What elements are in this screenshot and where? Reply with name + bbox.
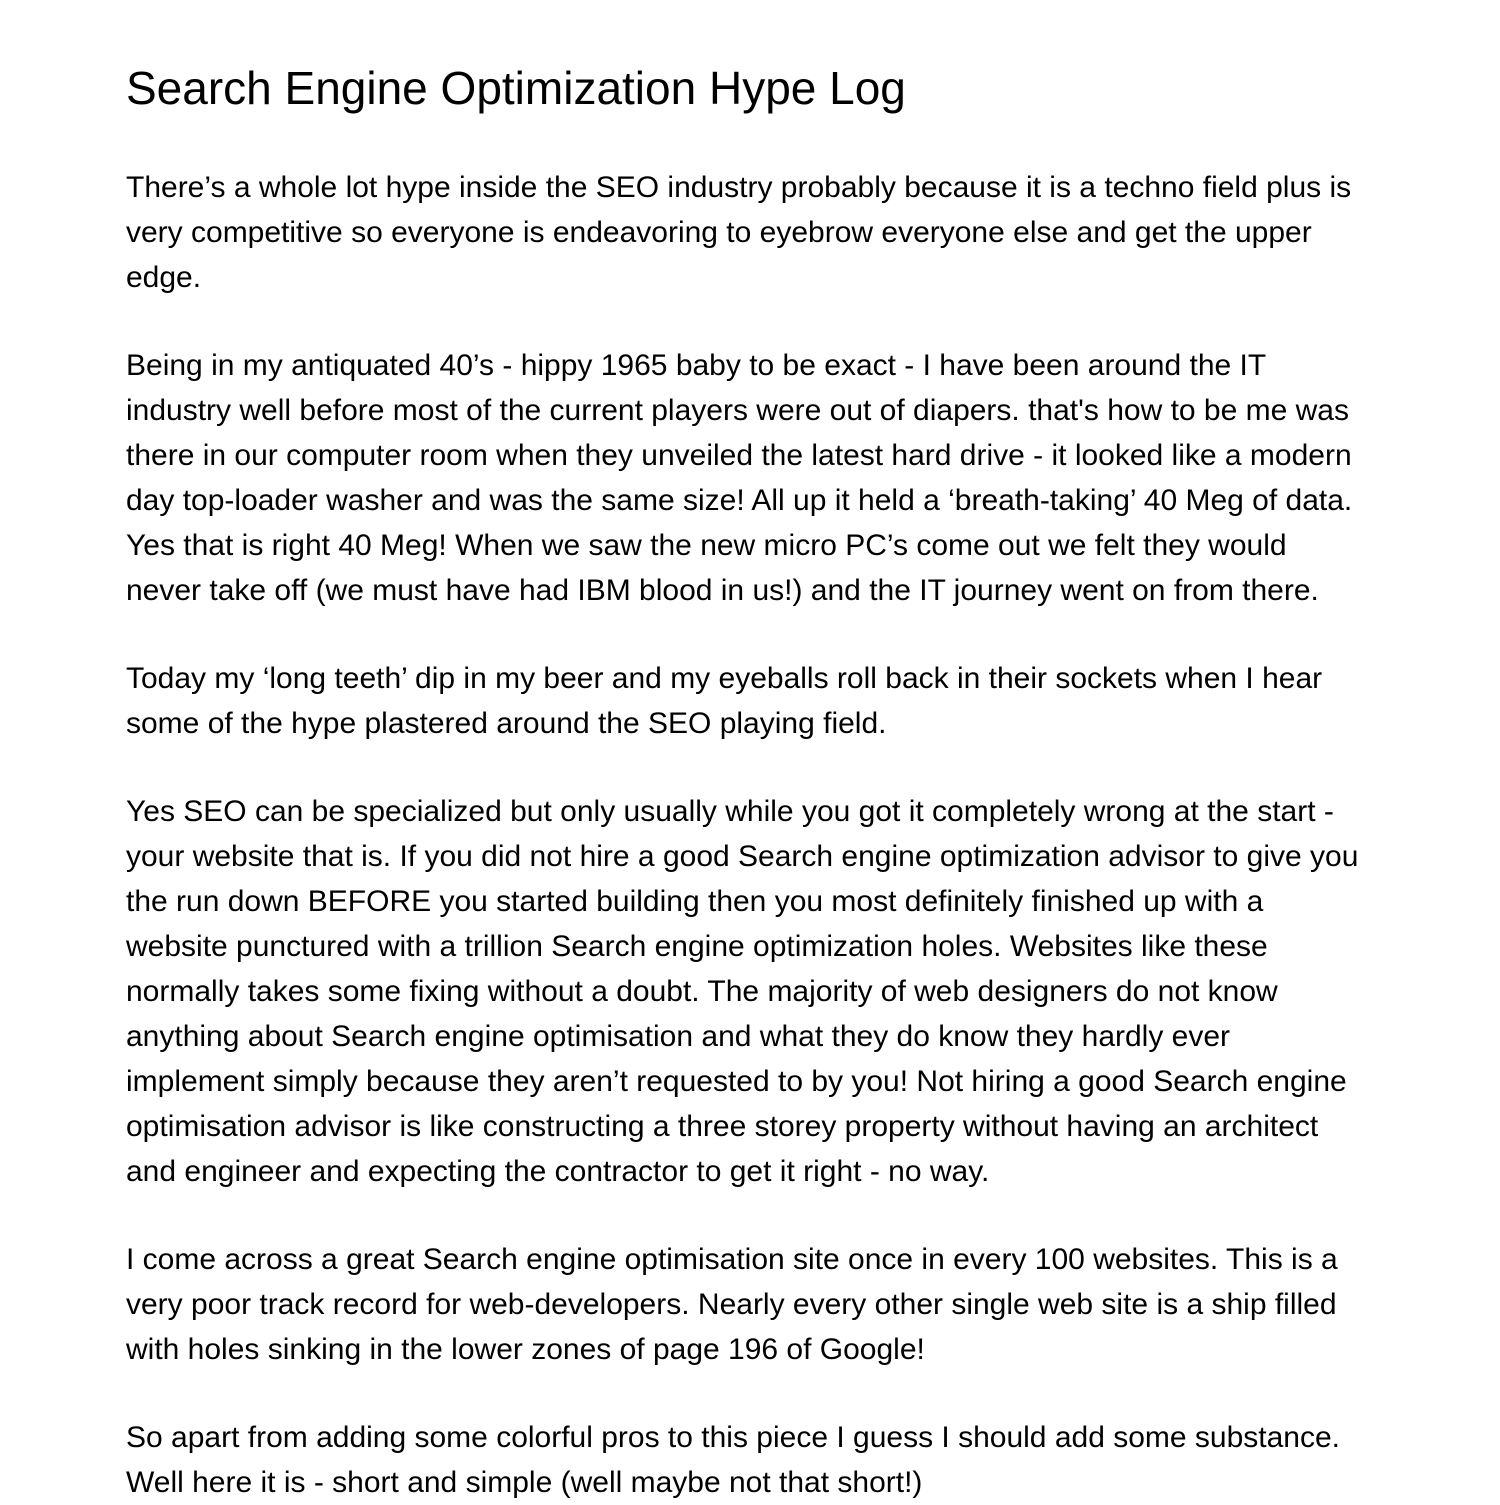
- paragraph-2: Being in my antiquated 40’s - hippy 1965 baby to be exact - I have been around the IT industry well before most of the current players were out of diapers. that's how to be me was there in our computer room when they unveiled the latest hard drive - it looked like a modern day top-loader washer and was the same size! All up it held a ‘breath-taking’ 40 Meg of data. Yes that is right 40 Meg! When we saw the new micro PC’s come out we felt they would never take off (we must have had IBM blood in us!) and the IT journey went on from there.: [126, 348, 1353, 607]
- page-title: Search Engine Optimization Hype Log: [126, 62, 906, 114]
- paragraph-6: So apart from adding some colorful pros to this piece I guess I should add some substance. Well here it is - short and simple (well maybe not that short!): [126, 1420, 1341, 1499]
- paragraph-4: Yes SEO can be specialized but only usually while you got it completely wrong at the start - your website that is. If you did not hire a good Search engine optimization advisor to give you the run down BEFORE you started building then you most definitely finished up with a website punctured with a trillion Search engine optimization holes. Websites like these normally takes some fixing without a doubt. The majority of web designers do not know anything about Search engine optimisation and what they do know they hardly ever implement simply because they aren’t requested to by you! Not hiring a good Search engine optimisation advisor is like constructing a three storey property without having an architect and engineer and expecting the contractor to get it right - no way.: [126, 794, 1359, 1188]
- blog-article: [126, 62, 1366, 1505]
- paragraph-1: There’s a whole lot hype inside the SEO industry probably because it is a techno field plus is very competitive so everyone is endeavoring to eyebrow everyone else and get the upper edge.: [126, 170, 1352, 294]
- paragraph-5: I come across a great Search engine optimisation site once in every 100 websites. This is a very poor track record for web-developers. Nearly every other single web site is a ship filled with holes sinking in the lower zones of page 196 of Google!: [126, 1242, 1338, 1366]
- paragraph-3: Today my ‘long teeth’ dip in my beer and my eyeballs roll back in their sockets when I hear some of the hype plastered around the SEO playing field.: [126, 661, 1323, 740]
